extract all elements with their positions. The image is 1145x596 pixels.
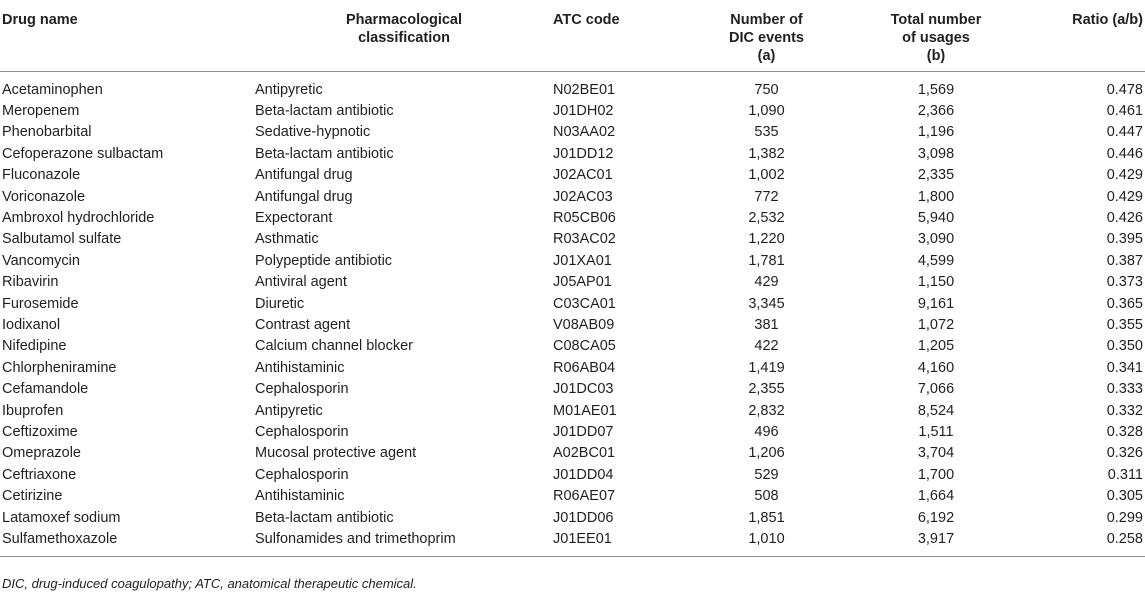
table-body	[0, 71, 1145, 557]
cell-classification: Cephalosporin	[255, 424, 349, 440]
table-row	[0, 379, 1145, 400]
cell-classification: Antihistaminic	[255, 359, 345, 376]
cell-classification: Cephalosporin	[255, 466, 349, 483]
cell-drug-name: Salbutamol sulfate	[2, 231, 122, 248]
cell-atc-code: J01DD12	[553, 145, 614, 162]
cell-classification: Sedative-hypnotic	[255, 124, 371, 141]
cell-dic-events: 1,851	[748, 509, 785, 526]
cell-ratio: 0.395	[1106, 231, 1143, 248]
header-ratio	[1032, 0, 1145, 71]
cell-atc-code: J05AP01	[553, 274, 612, 291]
table-row	[0, 486, 1145, 507]
cell-ratio: 0.328	[1106, 424, 1143, 440]
header-line: DIC events	[729, 30, 804, 46]
cell-dic-events: 1,419	[748, 359, 785, 376]
cell-drug-name: Sulfamethoxazole	[0, 529, 255, 557]
cell-total-usages: 5,940	[917, 209, 955, 226]
cell-drug-name: Cefoperazone sulbactam	[2, 145, 164, 162]
header-line: Ratio (a/b)	[1072, 12, 1143, 28]
header-line: Pharmacological	[345, 12, 463, 28]
cell-drug-name: Ceftizoxime	[2, 424, 78, 440]
cell-atc-code: R06AB04	[553, 359, 616, 376]
table-row	[0, 315, 1145, 336]
cell-total-usages: 1,150	[917, 274, 955, 291]
cell-dic-events: 1,090	[748, 102, 785, 119]
cell-drug-name: Ibuprofen	[2, 402, 64, 419]
cell-total-usages: 4,599	[917, 252, 955, 269]
cell-classification: Mucosal protective agent	[255, 445, 417, 462]
cell-atc-code: R03AC02	[553, 231, 616, 248]
cell-atc-code: J02AC01	[553, 167, 613, 184]
cell-ratio: 0.355	[1106, 316, 1143, 333]
cell-atc-code: C03CA01	[553, 295, 616, 312]
cell-total-usages: 2,366	[917, 102, 955, 119]
cell-atc-code: N02BE01	[553, 81, 616, 98]
cell-ratio: 0.311	[1107, 466, 1143, 483]
table-row	[0, 336, 1145, 357]
cell-ratio: 0.446	[1106, 145, 1143, 162]
cell-classification: Antipyretic	[255, 81, 323, 98]
cell-dic-events: 529	[754, 466, 779, 483]
cell-dic-events: 2,532	[748, 209, 785, 226]
cell-drug-name: Omeprazole	[2, 445, 81, 462]
cell-drug-name: Ceftriaxone	[2, 466, 77, 483]
table-row	[0, 401, 1145, 422]
cell-total-usages: 1,072	[917, 316, 955, 333]
table-row	[0, 71, 1145, 101]
table-row	[0, 251, 1145, 272]
cell-total-usages: 3,917	[840, 529, 1032, 557]
table-row	[0, 144, 1145, 165]
table-row	[0, 187, 1145, 208]
header-line: ATC code	[553, 12, 620, 28]
table-row	[0, 422, 1145, 443]
cell-ratio: 0.387	[1106, 252, 1143, 269]
cell-classification: Beta-lactam antibiotic	[255, 102, 394, 119]
cell-atc-code: J01DD04	[553, 466, 614, 483]
cell-dic-events: 1,781	[748, 252, 785, 269]
header-line: (b)	[926, 48, 946, 64]
cell-dic-events: 535	[754, 124, 779, 141]
cell-dic-events: 429	[754, 274, 779, 291]
cell-classification: Sulfonamides and trimethoprim	[255, 529, 553, 557]
cell-dic-events: 1,382	[748, 145, 785, 162]
cell-dic-events: 422	[754, 338, 779, 355]
header-line: (a)	[757, 48, 776, 64]
cell-total-usages: 1,196	[917, 124, 955, 141]
cell-dic-events: 2,355	[748, 381, 785, 398]
table-row	[0, 465, 1145, 486]
cell-atc-code: J02AC03	[553, 188, 613, 205]
cell-classification: Polypeptide antibiotic	[255, 252, 393, 269]
table-row	[0, 358, 1145, 379]
cell-dic-events: 772	[754, 188, 779, 205]
cell-total-usages: 4,160	[917, 359, 955, 376]
cell-ratio: 0.426	[1106, 209, 1143, 226]
cell-total-usages: 3,704	[917, 445, 955, 462]
cell-total-usages: 1,511	[918, 424, 954, 440]
table-row	[0, 443, 1145, 464]
table-row	[0, 165, 1145, 186]
cell-drug-name: Cetirizine	[2, 488, 63, 505]
cell-total-usages: 2,335	[917, 167, 955, 184]
cell-atc-code: C08CA05	[553, 338, 616, 355]
header-atc-code	[553, 0, 693, 71]
cell-classification: Asthmatic	[255, 231, 319, 248]
cell-atc-code: J01XA01	[553, 252, 612, 269]
header-dic-events	[693, 0, 840, 71]
cell-total-usages: 7,066	[917, 381, 955, 398]
cell-total-usages: 1,569	[917, 81, 955, 98]
header-line: classification	[358, 30, 450, 46]
cell-atc-code: J01DC03	[553, 381, 614, 398]
cell-dic-events: 508	[754, 488, 779, 505]
cell-atc-code: R05CB06	[553, 209, 616, 226]
table-row	[0, 208, 1145, 229]
cell-ratio: 0.478	[1106, 81, 1143, 98]
cell-dic-events: 1,206	[748, 445, 785, 462]
table-row	[0, 508, 1145, 529]
header-line: Number of	[730, 12, 803, 28]
cell-ratio: 0.447	[1106, 124, 1143, 141]
cell-classification: Contrast agent	[255, 316, 351, 333]
cell-drug-name: Nifedipine	[2, 338, 67, 355]
cell-ratio: 0.350	[1106, 338, 1143, 355]
table-row	[0, 272, 1145, 293]
header-line: of usages	[902, 30, 970, 46]
cell-ratio: 0.341	[1106, 359, 1143, 376]
cell-drug-name: Chlorpheniramine	[2, 359, 117, 376]
cell-ratio: 0.333	[1106, 381, 1143, 398]
cell-atc-code: J01DD07	[553, 424, 614, 440]
cell-ratio: 0.326	[1106, 445, 1143, 462]
cell-dic-events: 1,220	[748, 231, 785, 248]
cell-classification: Antihistaminic	[255, 488, 345, 505]
cell-ratio: 0.332	[1106, 402, 1143, 419]
cell-classification: Beta-lactam antibiotic	[255, 145, 394, 162]
cell-classification: Expectorant	[255, 209, 333, 226]
cell-drug-name: Latamoxef sodium	[2, 509, 121, 526]
cell-classification: Diuretic	[255, 295, 305, 312]
cell-classification: Cephalosporin	[255, 381, 349, 398]
header-line: Drug name	[2, 12, 78, 28]
cell-ratio: 0.299	[1106, 509, 1143, 526]
cell-classification: Antipyretic	[255, 402, 323, 419]
cell-ratio: 0.373	[1106, 274, 1143, 291]
cell-total-usages: 3,090	[917, 231, 955, 248]
header-drug-name	[0, 0, 255, 71]
cell-ratio: 0.305	[1106, 488, 1143, 505]
cell-total-usages: 1,664	[917, 488, 955, 505]
cell-dic-events: 381	[754, 316, 779, 333]
cell-ratio: 0.365	[1106, 295, 1143, 312]
table-row	[0, 122, 1145, 143]
cell-dic-events: 750	[754, 81, 779, 98]
table-row	[0, 101, 1145, 122]
cell-total-usages: 6,192	[917, 509, 955, 526]
cell-drug-name: Iodixanol	[2, 316, 61, 333]
cell-ratio: 0.258	[1032, 529, 1145, 557]
cell-ratio: 0.461	[1106, 102, 1143, 119]
cell-classification: Beta-lactam antibiotic	[255, 509, 394, 526]
cell-drug-name: Voriconazole	[2, 188, 86, 205]
cell-classification: Calcium channel blocker	[255, 338, 413, 355]
cell-classification: Antifungal drug	[255, 167, 353, 184]
cell-classification: Antifungal drug	[255, 188, 353, 205]
cell-atc-code: J01DD06	[553, 509, 614, 526]
cell-atc-code: V08AB09	[553, 316, 615, 333]
cell-total-usages: 3,098	[917, 145, 955, 162]
cell-ratio: 0.429	[1106, 167, 1143, 184]
cell-total-usages: 9,161	[917, 295, 955, 312]
header-line: Total number	[890, 12, 982, 28]
cell-dic-events: 496	[754, 424, 779, 440]
header-row	[0, 0, 1145, 71]
cell-drug-name: Vancomycin	[2, 252, 80, 269]
cell-dic-events: 1,010	[693, 529, 840, 557]
cell-total-usages: 8,524	[917, 402, 955, 419]
cell-drug-name: Cefamandole	[2, 381, 89, 398]
cell-atc-code: A02BC01	[553, 445, 616, 462]
cell-dic-events: 3,345	[748, 295, 785, 312]
cell-drug-name: Ribavirin	[2, 274, 59, 291]
cell-total-usages: 1,700	[917, 466, 955, 483]
cell-atc-code: R06AE07	[553, 488, 616, 505]
cell-drug-name: Ambroxol hydrochloride	[2, 209, 155, 226]
cell-classification: Antiviral agent	[255, 274, 347, 291]
cell-atc-code: J01EE01	[553, 529, 693, 557]
cell-atc-code: N03AA02	[553, 124, 616, 141]
cell-drug-name: Meropenem	[2, 102, 80, 119]
header-pharmacological-classification	[255, 0, 553, 71]
table-header	[0, 0, 1145, 71]
cell-dic-events: 2,832	[748, 402, 785, 419]
cell-drug-name: Phenobarbital	[2, 124, 92, 141]
cell-atc-code: M01AE01	[553, 402, 617, 419]
cell-drug-name: Furosemide	[2, 295, 79, 312]
cell-total-usages: 1,800	[917, 188, 955, 205]
cell-ratio: 0.429	[1106, 188, 1143, 205]
cell-drug-name: Fluconazole	[2, 167, 81, 184]
table-row	[0, 229, 1145, 250]
cell-dic-events: 1,002	[748, 167, 785, 184]
cell-atc-code: J01DH02	[553, 102, 614, 119]
table-row	[0, 294, 1145, 315]
cell-total-usages: 1,205	[917, 338, 955, 355]
table-footnote: DIC, drug-induced coagulopathy; ATC, anatomical therapeutic chemical.	[2, 576, 417, 591]
table-row	[0, 529, 1145, 557]
cell-drug-name: Acetaminophen	[2, 81, 103, 98]
header-total-usages	[840, 0, 1032, 71]
